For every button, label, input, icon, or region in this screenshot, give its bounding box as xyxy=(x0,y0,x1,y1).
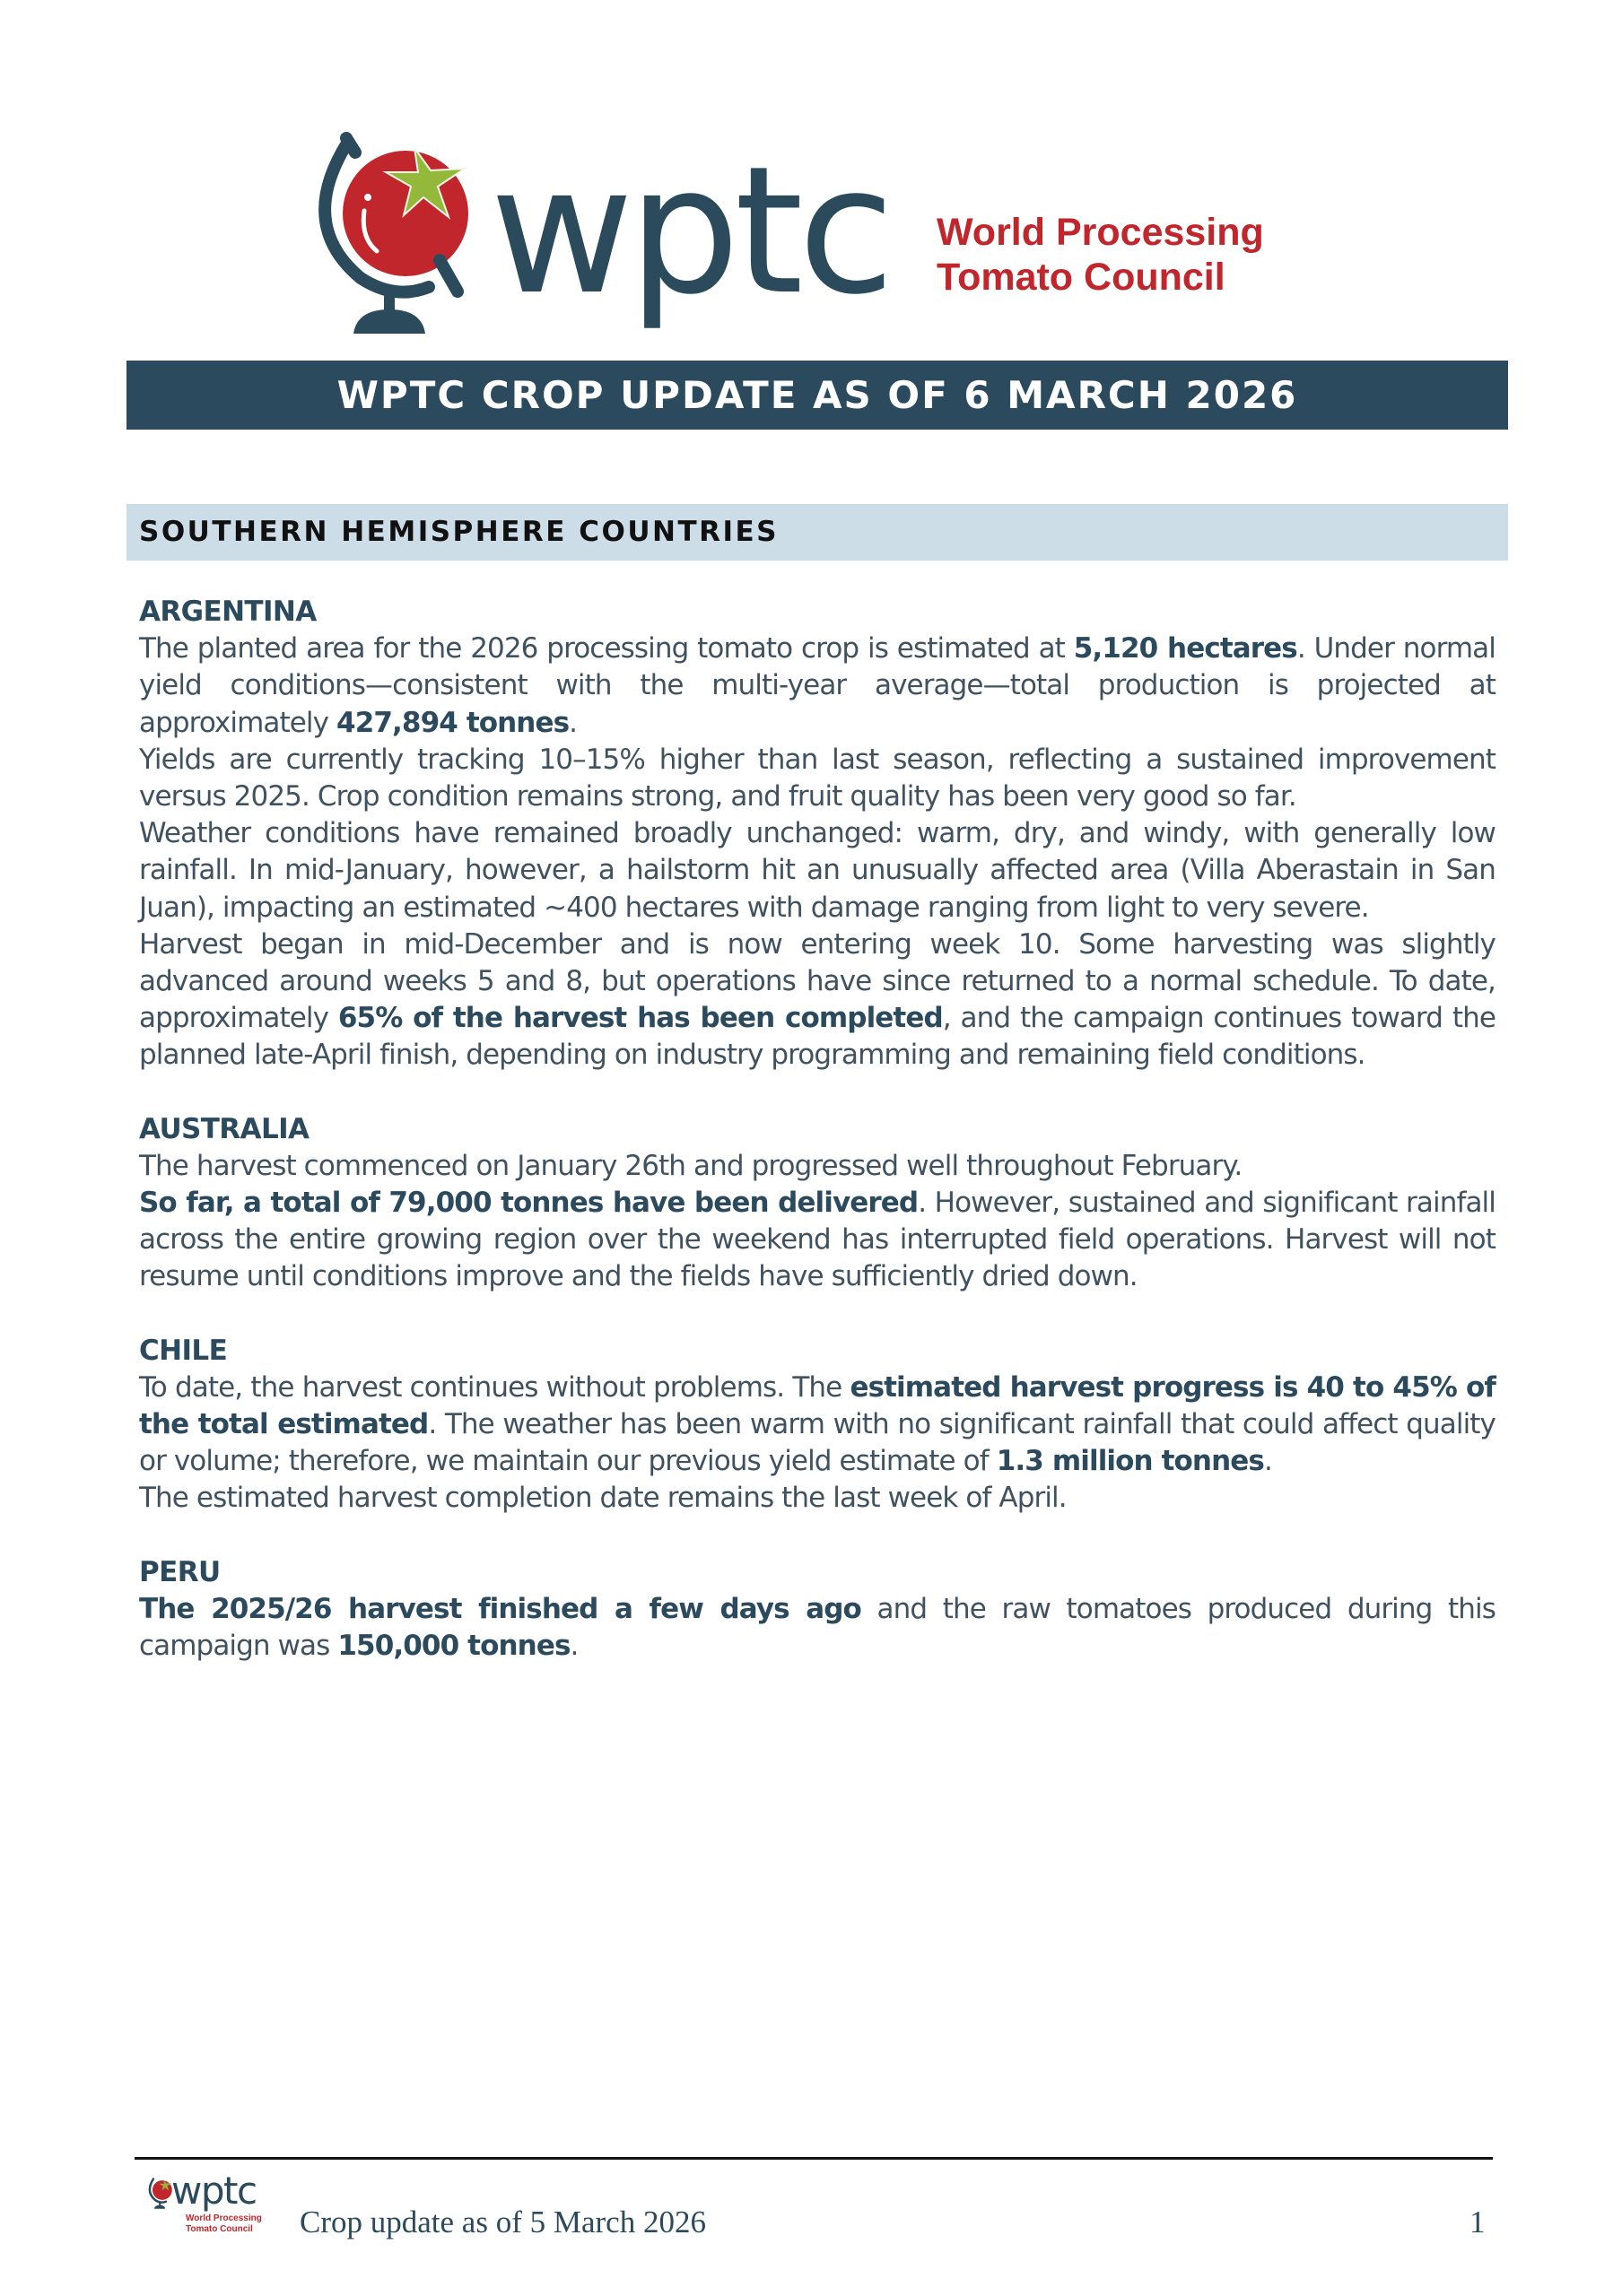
bold-text: estimated harvest progress is 40 to 45% of the total estimated xyxy=(139,1370,1496,1441)
paragraph xyxy=(139,1591,1496,1665)
section-header xyxy=(126,504,1508,561)
paragraph xyxy=(139,1148,1496,1185)
bold-text: 5,120 hectares xyxy=(1073,632,1297,665)
text-run: . xyxy=(569,706,578,739)
country-section-australia xyxy=(139,1111,1496,1296)
country-heading: CHILE xyxy=(139,1334,228,1367)
country-section-peru xyxy=(139,1554,1496,1665)
bold-text: 427,894 tonnes xyxy=(336,706,570,739)
bold-text: 150,000 tonnes xyxy=(337,1630,571,1663)
country-heading: ARGENTINA xyxy=(139,596,317,628)
footer-logo xyxy=(148,2169,274,2249)
country-section-argentina xyxy=(139,594,1496,1074)
text-run: . The weather has been warm with no significant rainfall that could affect quality or volume; therefore, we maintain our previous yield estimate of xyxy=(139,1408,1496,1478)
page-number: 1 xyxy=(1469,2205,1486,2239)
bold-text: The 2025/26 harvest finished a few days ago xyxy=(139,1592,861,1625)
paragraph xyxy=(139,631,1496,742)
page-title: WPTC CROP UPDATE AS OF 6 MARCH 2026 xyxy=(126,361,1508,430)
text-run: The planted area for the 2026 processing tomato crop is estimated at xyxy=(139,632,1074,665)
bold-text: 1.3 million tonnes xyxy=(996,1445,1264,1478)
paragraph xyxy=(139,815,1496,926)
logo-wordmark: wptc xyxy=(490,129,890,334)
tomato-globe-icon xyxy=(314,126,475,336)
footer-logo-name-line2: Tomato Council xyxy=(186,2224,253,2234)
paragraph xyxy=(139,1480,1496,1517)
text-run: Harvest began in mid-December and is now entering week 10. Some harvesting was slightly advanced around weeks 5 and 8, but operations have since returned to a normal schedule. To date, approximately xyxy=(139,927,1496,1035)
text-run: . xyxy=(570,1630,579,1663)
logo-organization-name xyxy=(937,210,1264,300)
paragraph xyxy=(139,926,1496,1074)
section-title: SOUTHERN HEMISPHERE COUNTRIES xyxy=(139,516,780,548)
country-heading: AUSTRALIA xyxy=(139,1112,310,1145)
document-body xyxy=(139,594,1496,1701)
wptc-logo xyxy=(314,126,1337,341)
country-section-chile xyxy=(139,1333,1496,1518)
text-run: To date, the harvest continues without problems. The xyxy=(139,1370,850,1404)
text-run: The estimated harvest completion date remains the last week of April. xyxy=(139,1482,1067,1515)
footer-logo-wordmark: wptc xyxy=(171,2169,257,2213)
footer-logo-name xyxy=(186,2213,262,2235)
text-run: The harvest commenced on January 26th and progressed well throughout February. xyxy=(139,1149,1243,1182)
bold-text: So far, a total of 79,000 tonnes have been delivered xyxy=(139,1187,919,1220)
text-run: Yields are currently tracking 10–15% higher than last season, reflecting a sustained improvement versus 2025. Crop condition remains strong, and fruit quality has been very good so far. xyxy=(139,743,1496,813)
text-run: , and the campaign continues toward the planned late-April finish, depending on industry programming and remaining field conditions. xyxy=(139,1002,1496,1072)
footer-tomato-globe-icon xyxy=(148,2172,173,2213)
text-run: . However, sustained and significant rainfall across the entire growing region over the weekend has interrupted field operations. Harvest will not resume until conditions improve and the fields have sufficiently dried down. xyxy=(139,1187,1496,1293)
footer-divider xyxy=(135,2157,1493,2160)
text-run: Weather conditions have remained broadly unchanged: warm, dry, and windy, with generally low rainfall. In mid-January, however, a hailstorm hit an unusually affected area (Villa Aberastain in San Juan), impacting an estimated ~400 hectares with damage ranging from light to very severe. xyxy=(139,817,1496,924)
paragraph xyxy=(139,1370,1496,1481)
paragraph xyxy=(139,742,1496,815)
logo-name-line2: Tomato Council xyxy=(937,256,1225,299)
text-run: . Under normal yield conditions—consistent with the multi-year average—total production is projected at approximately xyxy=(139,632,1496,739)
footer-logo-name-line1: World Processing xyxy=(186,2213,262,2223)
text-run: and the raw tomatoes produced during this campaign was xyxy=(139,1592,1496,1663)
country-heading: PERU xyxy=(139,1555,221,1588)
bold-text: 65% of the harvest has been completed xyxy=(337,1002,943,1035)
footer-text: Crop update as of 5 March 2026 xyxy=(300,2205,706,2239)
paragraph xyxy=(139,1185,1496,1296)
text-run: . xyxy=(1263,1445,1272,1478)
logo-name-line1: World Processing xyxy=(937,211,1264,254)
